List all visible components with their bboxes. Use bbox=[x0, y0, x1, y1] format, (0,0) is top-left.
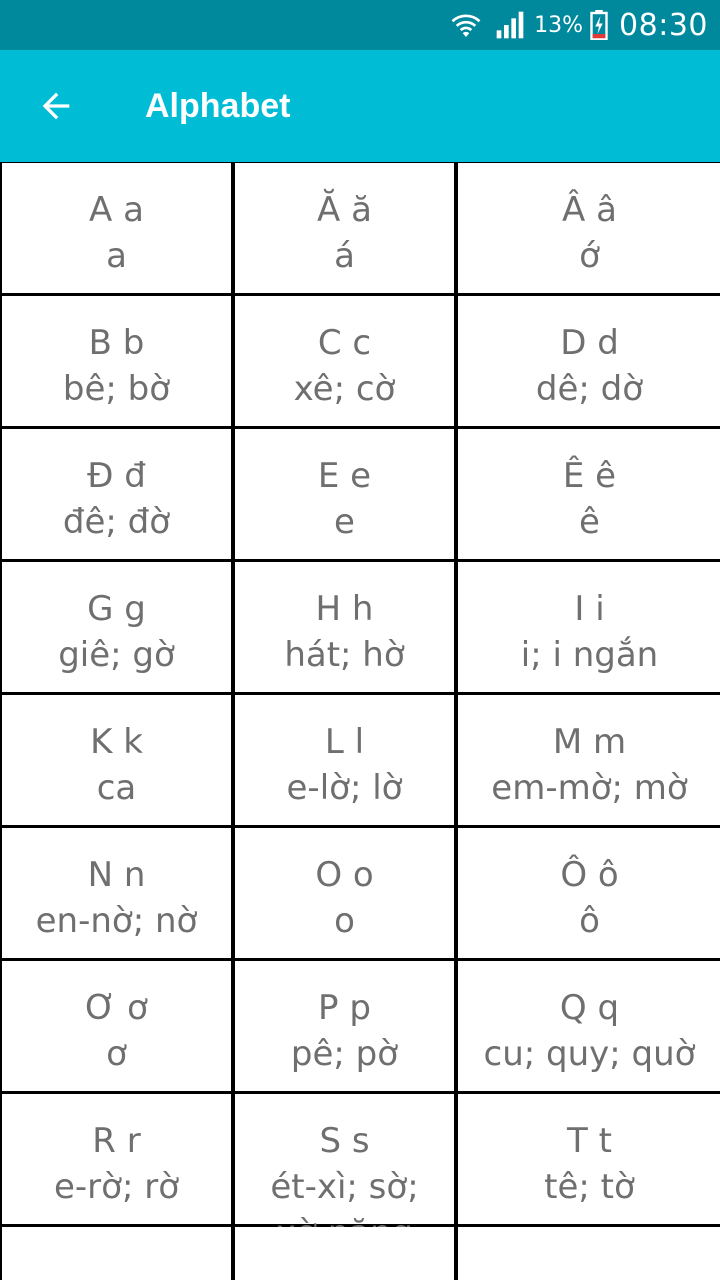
letter-cell[interactable] bbox=[458, 1227, 720, 1280]
letter-pair: Ơ ơ bbox=[85, 988, 148, 1028]
letter-pair: B b bbox=[88, 323, 145, 363]
letter-name: e-lờ; lờ bbox=[286, 768, 403, 808]
letter-name: o bbox=[334, 901, 355, 941]
letter-pair: M m bbox=[552, 722, 627, 762]
letter-name: pê; pờ bbox=[290, 1034, 399, 1074]
letter-cell[interactable] bbox=[235, 1227, 454, 1280]
letter-cell[interactable] bbox=[458, 562, 720, 692]
letter-name: ê bbox=[579, 502, 600, 542]
letter-cell[interactable] bbox=[2, 828, 231, 958]
letter-pair: T t bbox=[567, 1121, 612, 1161]
signal-icon bbox=[494, 9, 526, 41]
letter-pair: K k bbox=[90, 722, 143, 762]
letter-name: e bbox=[334, 502, 355, 542]
letter-cell[interactable] bbox=[458, 296, 720, 426]
letter-cell[interactable] bbox=[2, 1094, 231, 1224]
letter-cell[interactable] bbox=[235, 695, 454, 825]
page-title: Alphabet bbox=[145, 86, 291, 125]
alphabet-grid bbox=[0, 162, 720, 1280]
letter-cell[interactable] bbox=[2, 296, 231, 426]
letter-cell[interactable] bbox=[2, 163, 231, 293]
letter-name: ét-xì; sờ; bbox=[270, 1167, 419, 1207]
letter-name: á bbox=[334, 236, 355, 276]
letter-cell[interactable] bbox=[2, 429, 231, 559]
letter-pair: Q q bbox=[559, 988, 620, 1028]
letter-name: xê; cờ bbox=[293, 369, 396, 409]
letter-cell[interactable] bbox=[2, 562, 231, 692]
letter-cell[interactable] bbox=[235, 296, 454, 426]
letter-pair: I i bbox=[574, 589, 605, 629]
letter-name: dê; dờ bbox=[535, 369, 644, 409]
letter-cell[interactable] bbox=[235, 163, 454, 293]
letter-cell[interactable] bbox=[2, 695, 231, 825]
letter-pair: D d bbox=[560, 323, 619, 363]
letter-cell[interactable] bbox=[235, 429, 454, 559]
letter-cell[interactable] bbox=[458, 163, 720, 293]
letter-name: ca bbox=[96, 768, 137, 808]
letter-pair: N n bbox=[87, 855, 146, 895]
letter-pair: R r bbox=[92, 1121, 141, 1161]
letter-name: cu; quy; quờ bbox=[483, 1034, 696, 1074]
letter-name: hát; hờ bbox=[284, 635, 405, 675]
letter-name: ô bbox=[579, 901, 600, 941]
letter-cell[interactable] bbox=[458, 429, 720, 559]
letter-name: e-rờ; rờ bbox=[53, 1167, 179, 1207]
letter-pair: S s bbox=[319, 1121, 370, 1161]
letter-cell[interactable] bbox=[458, 695, 720, 825]
letter-cell[interactable] bbox=[235, 562, 454, 692]
letter-name: giê; gờ bbox=[58, 635, 175, 675]
letter-cell[interactable] bbox=[235, 828, 454, 958]
letter-pair: Đ đ bbox=[87, 456, 146, 496]
letter-name: ơ bbox=[106, 1034, 127, 1074]
letter-pair: H h bbox=[315, 589, 374, 629]
letter-cell[interactable] bbox=[458, 1094, 720, 1224]
status-bar bbox=[0, 0, 720, 50]
letter-cell[interactable] bbox=[458, 961, 720, 1091]
letter-name: i; i ngắn bbox=[520, 635, 659, 675]
letter-pair: Ă ă bbox=[317, 190, 372, 230]
app-bar bbox=[0, 50, 720, 162]
letter-pair: A a bbox=[89, 190, 144, 230]
arrow-left-icon bbox=[36, 86, 76, 126]
letter-pair: E e bbox=[317, 456, 372, 496]
letter-pair: Ô ô bbox=[560, 855, 619, 895]
letter-cell[interactable] bbox=[2, 961, 231, 1091]
battery-percent: 13% bbox=[534, 12, 584, 38]
clock: 08:30 bbox=[619, 7, 708, 43]
wifi-icon bbox=[448, 7, 484, 43]
letter-cell[interactable] bbox=[235, 1094, 454, 1224]
battery-charging-icon bbox=[589, 10, 609, 40]
letter-pair: Ê ê bbox=[562, 456, 617, 496]
letter-pair: L l bbox=[324, 722, 365, 762]
letter-pair: C c bbox=[317, 323, 372, 363]
letter-name: đê; đờ bbox=[62, 502, 171, 542]
letter-name: ớ bbox=[579, 236, 600, 276]
letter-pair: P p bbox=[318, 988, 371, 1028]
letter-pair: Â â bbox=[562, 190, 617, 230]
letter-cell[interactable] bbox=[458, 828, 720, 958]
letter-pair: O o bbox=[315, 855, 374, 895]
letter-pair: G g bbox=[87, 589, 146, 629]
letter-name: en-nờ; nờ bbox=[35, 901, 198, 941]
letter-name: em-mờ; mờ bbox=[491, 768, 688, 808]
letter-name: tê; tờ bbox=[544, 1167, 635, 1207]
letter-name: bê; bờ bbox=[62, 369, 171, 409]
letter-cell[interactable] bbox=[2, 1227, 231, 1280]
back-button[interactable] bbox=[0, 50, 112, 162]
letter-cell[interactable] bbox=[235, 961, 454, 1091]
letter-name: a bbox=[106, 236, 127, 276]
